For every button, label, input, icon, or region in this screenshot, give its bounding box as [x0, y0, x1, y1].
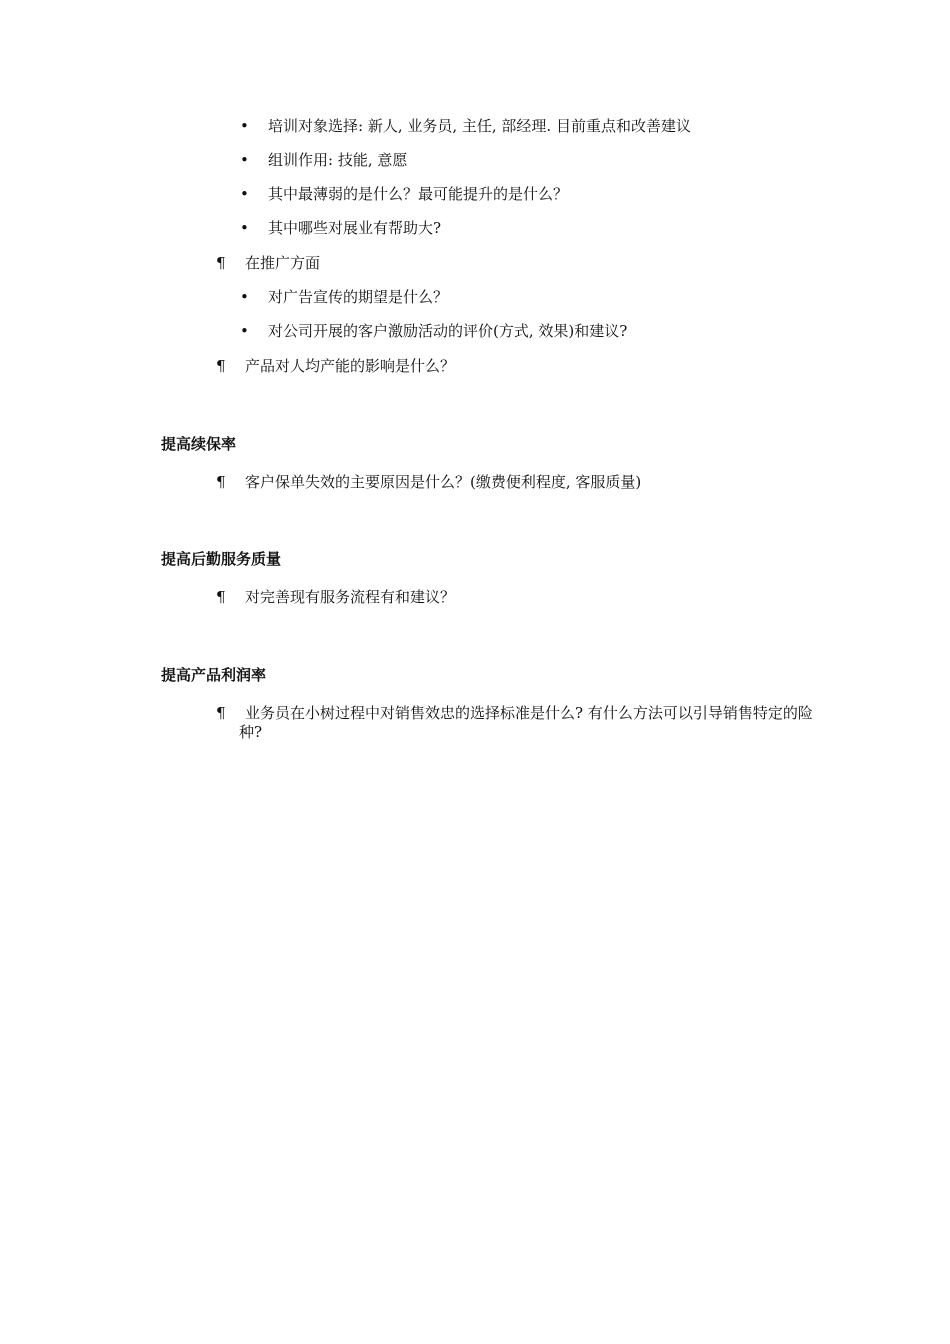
bullet-mark: • — [240, 185, 249, 203]
bullet-item-helpful: 其中哪些对展业有帮助大? — [268, 219, 442, 237]
bullet-mark: • — [240, 219, 249, 237]
paragraph-promotion: 在推广方面 — [245, 254, 321, 272]
pilcrow-mark: ¶ — [216, 588, 226, 606]
bullet-mark: • — [240, 288, 249, 306]
paragraph-lapse-reasons: 客户保单失效的主要原因是什么？(缴费便利程度, 客服质量) — [245, 473, 642, 491]
bullet-mark: • — [240, 117, 249, 135]
bullet-item-weakest: 其中最薄弱的是什么？最可能提升的是什么？ — [268, 185, 569, 203]
bullet-item-training-target: 培训对象选择: 新人, 业务员, 主任, 部经理. 目前重点和改善建议 — [268, 117, 691, 135]
pilcrow-mark: ¶ — [216, 704, 226, 722]
paragraph-service-process: 对完善现有服务流程有和建议？ — [245, 588, 456, 606]
heading-profit: 提高产品利润率 — [161, 666, 267, 684]
bullet-item-incentive: 对公司开展的客户激励活动的评价(方式, 效果)和建议? — [268, 322, 628, 340]
bullet-mark: • — [240, 322, 249, 340]
pilcrow-mark: ¶ — [216, 254, 226, 272]
paragraph-selection-criteria-continued: 种? — [239, 723, 263, 741]
pilcrow-mark: ¶ — [216, 473, 226, 491]
heading-renewal: 提高续保率 — [161, 435, 237, 453]
bullet-mark: • — [240, 151, 249, 169]
bullet-item-advertising: 对广告宣传的期望是什么？ — [268, 288, 449, 306]
bullet-item-training-role: 组训作用: 技能, 意愿 — [268, 151, 408, 169]
pilcrow-mark: ¶ — [216, 357, 226, 375]
paragraph-selection-criteria: 业务员在小树过程中对销售效忠的选择标准是什么? 有什么方法可以引导销售特定的险 — [245, 704, 813, 722]
paragraph-product-impact: 产品对人均产能的影响是什么？ — [245, 357, 456, 375]
heading-service: 提高后勤服务质量 — [161, 550, 282, 568]
